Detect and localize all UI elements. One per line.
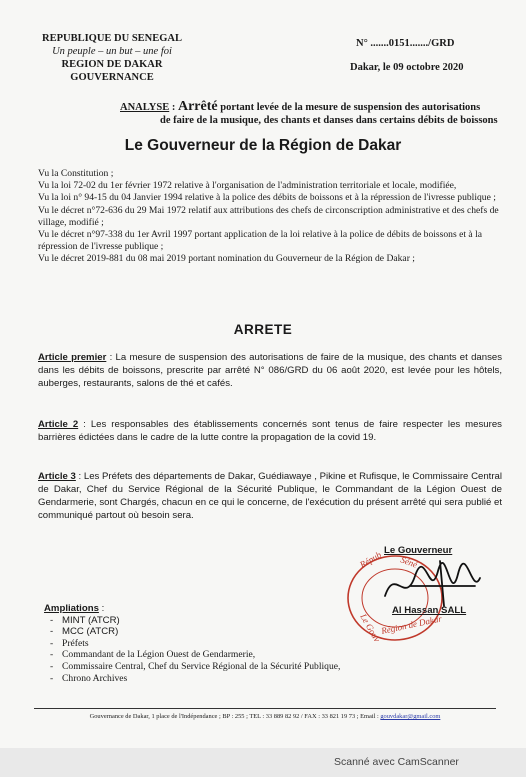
scanner-watermark [0,750,526,777]
distribution-item: - Commandant de la Légion Ouest de Gendarmerie, [44,649,404,661]
svg-text:Séné: Séné [399,554,419,570]
legal-basis-item: Vu la loi n° 94-15 du 04 Janvier 1994 relative à la police des débits de boissons et à la répression de l'ivresse publique ; [38,192,496,204]
legal-basis-item: Vu la Constitution ; [38,168,114,179]
distribution-item: - Commissaire Central, Chef du Service Régional de la Sécurité Publique, [44,661,404,673]
scanner-label: Scanné avec CamScanner [334,756,459,768]
region-name: REGION DE DAKAR [61,59,163,70]
svg-text:Région de Dakar: Région de Dakar [380,613,443,636]
article-text: : Les Préfets des départements de Dakar, Guédiawaye , Pikine et Rufisque, le Commissaire Central de Dakar, Chef du Service Régional de la Sécurité Publique, le Commandant de la Légion Ouest de Gendarmerie, sont Chargés, chacun en ce qui le concerne, de l'exécution du présent arrêté qui sera publié et communiqué partout où besoin sera. [38,471,502,521]
distribution-item: - Chrono Archives [44,673,404,685]
legal-basis-item: Vu le décret n°72-636 du 29 Mai 1972 relatif aux attributions des chefs de circonscription administrative et des chefs de village, modifié ; [38,204,499,228]
distribution-item: - MCC (ATCR) [44,626,404,638]
legal-basis-item: Vu le décret 2019-881 du 08 mai 2019 portant nomination du Gouverneur de la Région de Dakar ; [38,253,415,265]
article-label: Article premier [38,352,107,363]
article-text: : Les responsables des établissements concernés sont tenus de faire respecter les mesures barrières édictées dans le cadre de la lutte contre la propagation de la covid 19. [38,419,502,443]
footer-divider [34,708,496,709]
republic-name: REPUBLIQUE DU SENEGAL [41,33,183,44]
issuer-block [32,32,192,84]
reference-number: N° .......0151......./GRD [356,38,455,49]
svg-text:Répub: Répub [358,549,383,570]
office-name: GOUVERNANCE [70,72,154,83]
national-motto: Un peuple – un but – une foi [52,46,172,57]
article-label: Article 2 [38,419,79,430]
signatory-name: Al Hassan SALL [392,605,467,616]
distribution-heading: Ampliations [44,603,99,614]
distribution-list: Ampliations : - MINT (ATCR) - MCC (ATCR) - Préfets - Commandant de la Légion Ouest de Gendarmerie, - Commissaire Central, Chef du Service Régional de la Sécurité Publique, - Chrono Archives [44,603,404,684]
analyse-summary: ANALYSE : Arrêté portant levée de la mesure de suspension des autorisations de faire de la musique, des chants et danses dans certains débits de boissons [120,99,498,126]
footer-email-link[interactable]: gouvdakar@gmail.com [380,713,441,720]
document-date: Dakar, le 09 octobre 2020 [350,62,464,73]
article-text: : La mesure de suspension des autorisations de faire de la musique, des chants et danses dans les débits de boissons, prescrite par arrêté N° 086/GRD du 06 août 2020, est levée pour les hôtels, auberges, restaurants, salons de thé et cafés. [38,352,503,389]
distribution-item: - MINT (ATCR) [44,615,404,627]
article-2 [38,418,502,444]
article-3 [38,470,502,522]
issuer-title: Le Gouverneur de la Région de Dakar [124,137,402,154]
distribution-item: - Préfets [44,638,404,650]
analyse-label: ANALYSE [120,102,170,113]
legal-basis-list [38,168,500,266]
signatory-title: Le Gouverneur [384,545,453,556]
legal-basis-item: Vu la loi 72-02 du 1er février 1972 relative à l'organisation de l'administration territoriale et locale, modifiée, [38,180,457,192]
decree-heading: ARRETE [233,322,293,337]
analyse-keyword: Arrêté [177,99,218,114]
svg-text:Le Gouv: Le Gouv [358,612,383,644]
article-label: Article 3 [38,471,76,482]
article-1 [38,351,502,390]
legal-basis-item: Vu le décret n°97-338 du 1er Avril 1997 portant application de la loi relative à la police de débits de boissons et à la répression de l'ivresse publique ; [38,229,482,253]
contact-footer: Gouvernance de Dakar, 1 place de l'Indépendance ; BP : 255 ; TEL : 33 889 82 92 / FAX : 33 821 19 73 ; Email : gouvdakar@gmail.com [89,713,441,720]
